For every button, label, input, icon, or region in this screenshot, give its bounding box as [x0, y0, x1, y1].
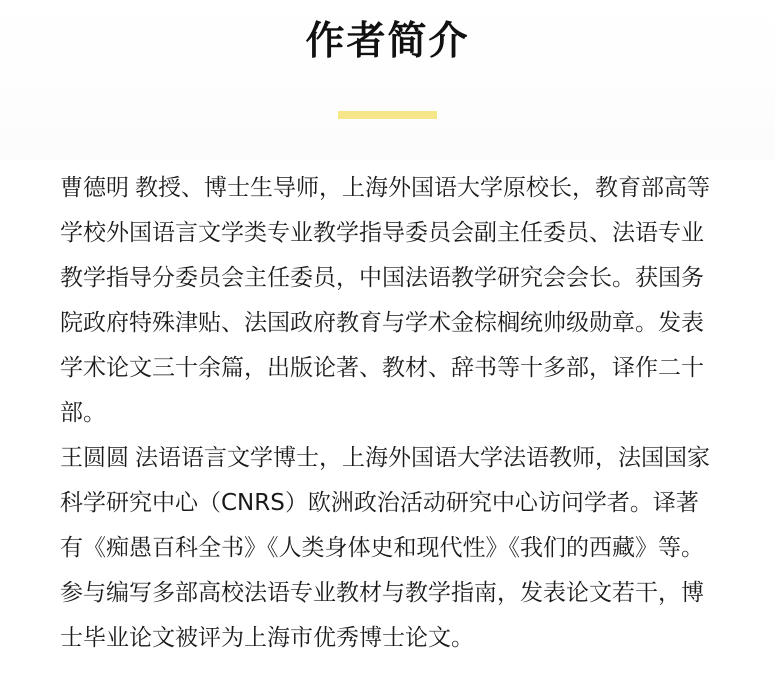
author-paragraph-1 — [60, 166, 720, 436]
author-name-2: 王圆圆 — [60, 445, 129, 471]
page-title: 作者简介 — [305, 19, 470, 64]
author-bios — [60, 166, 720, 661]
author-bio-2: 法语语言文学博士，上海外国语大学法语教师，法国国家科学研究中心（CNRS）欧洲政治活动研究中心访问学者。译著有《痴愚百科全书》《人类身体史和现代性》《我们的西藏》等。参与编写多部高校法语专业教材与教学指南，发表论文若干，博士毕业论文被评为上海市优秀博士论文。 — [60, 445, 710, 651]
header-section — [0, 0, 775, 160]
author-bio-1: 教授、博士生导师，上海外国语大学原校长，教育部高等学校外国语言文学类专业教学指导委员会副主任委员、法语专业教学指导分委员会主任委员，中国法语教学研究会会长。获国务院政府特殊津贴、法国政府教育与学术金棕榈统帅级勋章。发表学术论文三十余篇，出版论著、教材、辞书等十多部，译作二十部。 — [60, 175, 710, 426]
author-paragraph-2 — [60, 436, 720, 661]
author-name-1: 曹德明 — [60, 175, 129, 201]
title-underline — [338, 111, 437, 119]
